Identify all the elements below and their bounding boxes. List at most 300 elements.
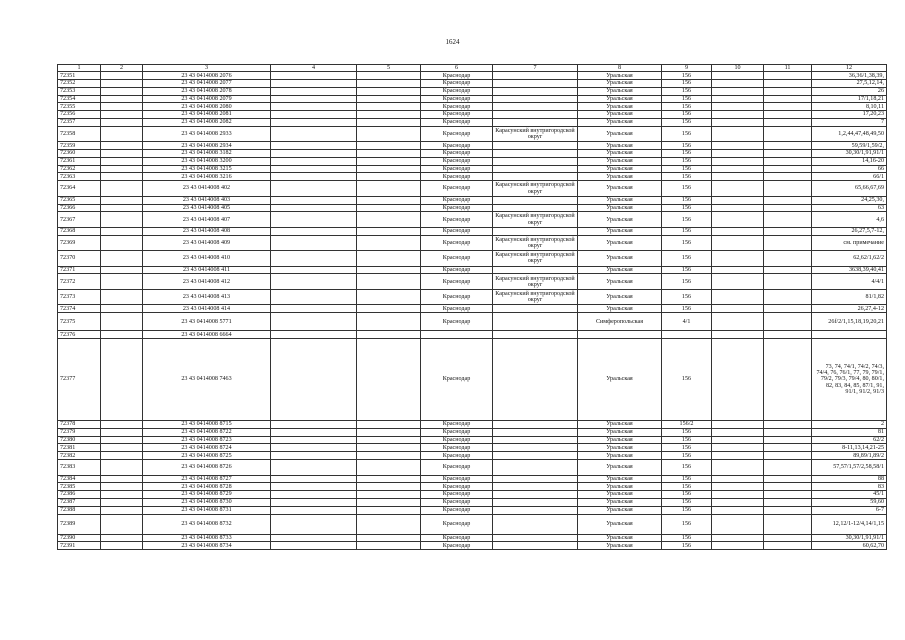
house-number-cell: 156 [662, 514, 712, 534]
street-cell: Уральская [578, 227, 662, 235]
district-cell [493, 534, 578, 542]
empty-cell [764, 212, 812, 228]
house-number-cell: 156 [662, 436, 712, 444]
district-cell [493, 436, 578, 444]
register-table [57, 64, 887, 550]
room-numbers-cell: 57,57/1,57/2,58,58/1 [812, 460, 887, 476]
table-row [58, 235, 887, 251]
empty-cell [357, 181, 421, 197]
city-cell: Краснодар [421, 542, 493, 550]
row-number-cell: 72356 [58, 111, 101, 119]
row-number-cell: 72358 [58, 126, 101, 142]
empty-cell [357, 126, 421, 142]
district-cell [493, 491, 578, 499]
empty-cell [764, 475, 812, 483]
page-number: 1624 [445, 38, 460, 46]
room-numbers-cell: 26,27,4-12 [812, 305, 887, 313]
row-number-cell: 72375 [58, 313, 101, 331]
empty-cell [271, 542, 357, 550]
empty-cell [101, 491, 143, 499]
cadastral-number-cell: 23 43 0414008 8731 [143, 506, 271, 514]
city-cell [421, 331, 493, 339]
room-numbers-cell: 2 [812, 421, 887, 429]
empty-cell [712, 87, 764, 95]
cadastral-number-cell: 23 43 0414008 8732 [143, 514, 271, 534]
column-header: 2 [101, 65, 143, 72]
room-numbers-cell: 7 [812, 118, 887, 126]
district-cell [493, 428, 578, 436]
cadastral-number-cell: 23 43 0414008 2078 [143, 87, 271, 95]
cadastral-number-cell: 23 43 0414008 8715 [143, 421, 271, 429]
row-number-cell: 72354 [58, 95, 101, 103]
empty-cell [764, 289, 812, 305]
empty-cell [271, 506, 357, 514]
cadastral-number-cell: 23 43 0414008 2934 [143, 142, 271, 150]
city-cell: Краснодар [421, 452, 493, 460]
row-number-cell: 72372 [58, 274, 101, 290]
empty-cell [271, 111, 357, 119]
city-cell: Краснодар [421, 72, 493, 80]
empty-cell [712, 339, 764, 421]
house-number-cell: 156 [662, 165, 712, 173]
empty-cell [271, 274, 357, 290]
empty-cell [357, 542, 421, 550]
room-numbers-cell: 45/1 [812, 491, 887, 499]
room-numbers-cell: 59,60 [812, 498, 887, 506]
empty-cell [101, 514, 143, 534]
city-cell: Краснодар [421, 212, 493, 228]
district-cell [493, 118, 578, 126]
room-numbers-cell: 30,30/1,91,91/1 [812, 150, 887, 158]
empty-cell [712, 95, 764, 103]
district-cell [493, 331, 578, 339]
empty-cell [271, 103, 357, 111]
empty-cell [712, 305, 764, 313]
street-cell: Уральская [578, 204, 662, 212]
empty-cell [357, 72, 421, 80]
room-numbers-cell: 62/2 [812, 436, 887, 444]
empty-cell [712, 428, 764, 436]
empty-cell [764, 339, 812, 421]
row-number-cell: 72367 [58, 212, 101, 228]
street-cell: Уральская [578, 118, 662, 126]
empty-cell [357, 266, 421, 274]
cadastral-number-cell: 23 43 0414008 2081 [143, 111, 271, 119]
empty-cell [764, 534, 812, 542]
row-number-cell: 72391 [58, 542, 101, 550]
empty-cell [764, 436, 812, 444]
city-cell: Краснодар [421, 274, 493, 290]
house-number-cell [662, 331, 712, 339]
empty-cell [712, 534, 764, 542]
empty-cell [101, 498, 143, 506]
empty-cell [101, 452, 143, 460]
district-cell [493, 204, 578, 212]
district-cell [493, 142, 578, 150]
empty-cell [764, 157, 812, 165]
empty-cell [764, 506, 812, 514]
empty-cell [357, 483, 421, 491]
house-number-cell: 156 [662, 475, 712, 483]
empty-cell [764, 126, 812, 142]
cadastral-number-cell: 23 43 0414008 3216 [143, 173, 271, 181]
room-numbers-cell: 81 [812, 428, 887, 436]
city-cell: Краснодар [421, 150, 493, 158]
row-number-cell: 72376 [58, 331, 101, 339]
empty-cell [712, 475, 764, 483]
row-number-cell: 72390 [58, 534, 101, 542]
room-numbers-cell: 8,10,11 [812, 103, 887, 111]
room-numbers-cell: 12,12/1-12/4,14/1,15 [812, 514, 887, 534]
empty-cell [271, 181, 357, 197]
empty-cell [764, 80, 812, 88]
table-row [58, 491, 887, 499]
empty-cell [712, 173, 764, 181]
city-cell: Краснодар [421, 266, 493, 274]
city-cell: Краснодар [421, 173, 493, 181]
city-cell: Краснодар [421, 444, 493, 452]
table-row [58, 475, 887, 483]
cadastral-number-cell: 23 43 0414008 8734 [143, 542, 271, 550]
empty-cell [271, 204, 357, 212]
empty-cell [712, 103, 764, 111]
room-numbers-cell: 59,59/1,59/2, [812, 142, 887, 150]
empty-cell [712, 289, 764, 305]
empty-cell [357, 428, 421, 436]
cadastral-number-cell: 23 43 0414008 402 [143, 181, 271, 197]
table-row [58, 181, 887, 197]
district-cell [493, 421, 578, 429]
empty-cell [271, 444, 357, 452]
cadastral-number-cell: 23 43 0414008 8722 [143, 428, 271, 436]
city-cell: Краснодар [421, 305, 493, 313]
empty-cell [101, 331, 143, 339]
district-cell: Карасунский внутригородской округ [493, 181, 578, 197]
empty-cell [271, 491, 357, 499]
empty-cell [357, 452, 421, 460]
empty-cell [357, 251, 421, 267]
cadastral-number-cell: 23 43 0414008 8725 [143, 452, 271, 460]
empty-cell [712, 313, 764, 331]
column-header: 7 [493, 65, 578, 72]
empty-cell [764, 331, 812, 339]
city-cell: Краснодар [421, 111, 493, 119]
empty-cell [101, 196, 143, 204]
empty-cell [271, 428, 357, 436]
row-number-cell: 72364 [58, 181, 101, 197]
empty-cell [101, 157, 143, 165]
empty-cell [712, 274, 764, 290]
empty-cell [101, 72, 143, 80]
district-cell [493, 313, 578, 331]
house-number-cell: 156 [662, 95, 712, 103]
room-numbers-cell: 17/1,18,21 [812, 95, 887, 103]
empty-cell [712, 444, 764, 452]
house-number-cell: 156 [662, 204, 712, 212]
empty-cell [712, 126, 764, 142]
empty-cell [101, 534, 143, 542]
room-numbers-cell: 60,62,70 [812, 542, 887, 550]
empty-cell [712, 491, 764, 499]
city-cell: Краснодар [421, 196, 493, 204]
cadastral-number-cell: 23 43 0414008 8723 [143, 436, 271, 444]
cadastral-number-cell: 23 43 0414008 413 [143, 289, 271, 305]
table-row [58, 542, 887, 550]
empty-cell [712, 421, 764, 429]
room-numbers-cell: 3638,39,40,41 [812, 266, 887, 274]
street-cell: Уральская [578, 483, 662, 491]
city-cell: Краснодар [421, 339, 493, 421]
cadastral-number-cell: 23 43 0414008 2080 [143, 103, 271, 111]
district-cell [493, 157, 578, 165]
district-cell [493, 460, 578, 476]
table-row [58, 274, 887, 290]
city-cell: Краснодар [421, 491, 493, 499]
table-row [58, 126, 887, 142]
cadastral-number-cell: 23 43 0414008 407 [143, 212, 271, 228]
column-header: 3 [143, 65, 271, 72]
empty-cell [764, 173, 812, 181]
cadastral-number-cell: 23 43 0414008 2079 [143, 95, 271, 103]
house-number-cell: 156 [662, 444, 712, 452]
city-cell: Краснодар [421, 181, 493, 197]
empty-cell [357, 436, 421, 444]
empty-cell [357, 87, 421, 95]
city-cell: Краснодар [421, 498, 493, 506]
district-cell: Карасунский внутригородской округ [493, 289, 578, 305]
room-numbers-cell: 66/1 [812, 173, 887, 181]
empty-cell [101, 428, 143, 436]
empty-cell [712, 542, 764, 550]
table-row [58, 428, 887, 436]
empty-cell [271, 118, 357, 126]
house-number-cell: 156 [662, 274, 712, 290]
table-row [58, 204, 887, 212]
empty-cell [101, 305, 143, 313]
empty-cell [357, 444, 421, 452]
empty-cell [271, 331, 357, 339]
room-numbers-cell: 66 [812, 165, 887, 173]
house-number-cell: 156 [662, 235, 712, 251]
street-cell: Уральская [578, 165, 662, 173]
empty-cell [712, 196, 764, 204]
room-numbers-cell: 4/4/1 [812, 274, 887, 290]
empty-cell [101, 313, 143, 331]
street-cell: Уральская [578, 111, 662, 119]
empty-cell [764, 460, 812, 476]
empty-cell [101, 227, 143, 235]
district-cell [493, 542, 578, 550]
house-number-cell: 156 [662, 111, 712, 119]
cadastral-number-cell: 23 43 0414008 412 [143, 274, 271, 290]
district-cell [493, 196, 578, 204]
column-header: 10 [712, 65, 764, 72]
empty-cell [712, 111, 764, 119]
empty-cell [357, 475, 421, 483]
street-cell: Уральская [578, 142, 662, 150]
table-row [58, 313, 887, 331]
street-cell: Уральская [578, 339, 662, 421]
room-numbers-cell: 17,20,23 [812, 111, 887, 119]
house-number-cell: 156 [662, 460, 712, 476]
room-numbers-cell: см. примечание [812, 235, 887, 251]
row-number-cell: 72384 [58, 475, 101, 483]
cadastral-number-cell: 23 43 0414008 8724 [143, 444, 271, 452]
city-cell: Краснодар [421, 428, 493, 436]
cadastral-number-cell: 23 43 0414008 2076 [143, 72, 271, 80]
district-cell [493, 514, 578, 534]
house-number-cell: 156 [662, 289, 712, 305]
empty-cell [101, 235, 143, 251]
district-cell [493, 87, 578, 95]
empty-cell [271, 289, 357, 305]
district-cell [493, 452, 578, 460]
empty-cell [357, 498, 421, 506]
empty-cell [764, 491, 812, 499]
empty-cell [712, 452, 764, 460]
empty-cell [712, 506, 764, 514]
empty-cell [357, 491, 421, 499]
empty-cell [357, 227, 421, 235]
empty-cell [271, 251, 357, 267]
table-row [58, 80, 887, 88]
empty-cell [764, 266, 812, 274]
empty-cell [357, 157, 421, 165]
city-cell: Краснодар [421, 313, 493, 331]
row-number-cell: 72388 [58, 506, 101, 514]
cadastral-number-cell: 23 43 0414008 8733 [143, 534, 271, 542]
house-number-cell: 156 [662, 196, 712, 204]
table-row [58, 331, 887, 339]
empty-cell [764, 444, 812, 452]
row-number-cell: 72371 [58, 266, 101, 274]
empty-cell [101, 95, 143, 103]
room-numbers-cell: 89,89/1,89/2 [812, 452, 887, 460]
row-number-cell: 72381 [58, 444, 101, 452]
house-number-cell: 156 [662, 491, 712, 499]
street-cell: Уральская [578, 436, 662, 444]
row-number-cell: 72370 [58, 251, 101, 267]
house-number-cell: 156/2 [662, 421, 712, 429]
empty-cell [712, 150, 764, 158]
table-row [58, 436, 887, 444]
house-number-cell: 4/1 [662, 313, 712, 331]
street-cell: Уральская [578, 157, 662, 165]
district-cell [493, 305, 578, 313]
cadastral-number-cell: 23 43 0414008 414 [143, 305, 271, 313]
empty-cell [357, 339, 421, 421]
empty-cell [357, 514, 421, 534]
city-cell: Краснодар [421, 80, 493, 88]
empty-cell [357, 313, 421, 331]
empty-cell [764, 498, 812, 506]
empty-cell [764, 542, 812, 550]
table-row [58, 305, 887, 313]
table-row [58, 506, 887, 514]
empty-cell [271, 72, 357, 80]
empty-cell [764, 235, 812, 251]
table-row [58, 421, 887, 429]
row-number-cell: 72362 [58, 165, 101, 173]
house-number-cell: 156 [662, 506, 712, 514]
city-cell: Краснодар [421, 142, 493, 150]
empty-cell [712, 80, 764, 88]
city-cell: Краснодар [421, 204, 493, 212]
table-row [58, 339, 887, 421]
house-number-cell: 156 [662, 87, 712, 95]
empty-cell [101, 274, 143, 290]
street-cell: Уральская [578, 498, 662, 506]
house-number-cell: 156 [662, 339, 712, 421]
empty-cell [101, 165, 143, 173]
house-number-cell: 156 [662, 150, 712, 158]
empty-cell [271, 514, 357, 534]
street-cell: Уральская [578, 289, 662, 305]
empty-cell [271, 475, 357, 483]
house-number-cell: 156 [662, 428, 712, 436]
column-header: 1 [58, 65, 101, 72]
empty-cell [271, 196, 357, 204]
cadastral-number-cell: 23 43 0414008 403 [143, 196, 271, 204]
house-number-cell: 156 [662, 534, 712, 542]
cadastral-number-cell: 23 43 0414008 8730 [143, 498, 271, 506]
empty-cell [357, 142, 421, 150]
district-cell: Карасунский внутригородской округ [493, 274, 578, 290]
empty-cell [712, 331, 764, 339]
cadastral-number-cell: 23 43 0414008 8727 [143, 475, 271, 483]
street-cell: Уральская [578, 251, 662, 267]
table-row [58, 266, 887, 274]
empty-cell [101, 506, 143, 514]
empty-cell [271, 150, 357, 158]
city-cell: Краснодар [421, 157, 493, 165]
empty-cell [764, 452, 812, 460]
empty-cell [764, 142, 812, 150]
empty-cell [357, 204, 421, 212]
empty-cell [712, 251, 764, 267]
empty-cell [271, 165, 357, 173]
table-row [58, 444, 887, 452]
street-cell: Уральская [578, 542, 662, 550]
empty-cell [271, 339, 357, 421]
empty-cell [712, 142, 764, 150]
district-cell [493, 80, 578, 88]
row-number-cell: 72357 [58, 118, 101, 126]
room-numbers-cell: 30,30/1,91,91/1 [812, 534, 887, 542]
room-numbers-cell: 65,66,67,69 [812, 181, 887, 197]
column-header: 12 [812, 65, 887, 72]
city-cell: Краснодар [421, 118, 493, 126]
table-row [58, 483, 887, 491]
empty-cell [764, 313, 812, 331]
empty-cell [764, 251, 812, 267]
table-row [58, 95, 887, 103]
empty-cell [764, 227, 812, 235]
cadastral-number-cell: 23 43 0414008 8729 [143, 491, 271, 499]
street-cell: Уральская [578, 103, 662, 111]
column-header: 6 [421, 65, 493, 72]
empty-cell [712, 498, 764, 506]
empty-cell [357, 95, 421, 103]
empty-cell [712, 235, 764, 251]
city-cell: Краснодар [421, 87, 493, 95]
empty-cell [271, 212, 357, 228]
cadastral-number-cell: 23 43 0414008 2933 [143, 126, 271, 142]
cadastral-number-cell: 23 43 0414008 3182 [143, 150, 271, 158]
table-row [58, 212, 887, 228]
empty-cell [764, 305, 812, 313]
house-number-cell: 156 [662, 181, 712, 197]
